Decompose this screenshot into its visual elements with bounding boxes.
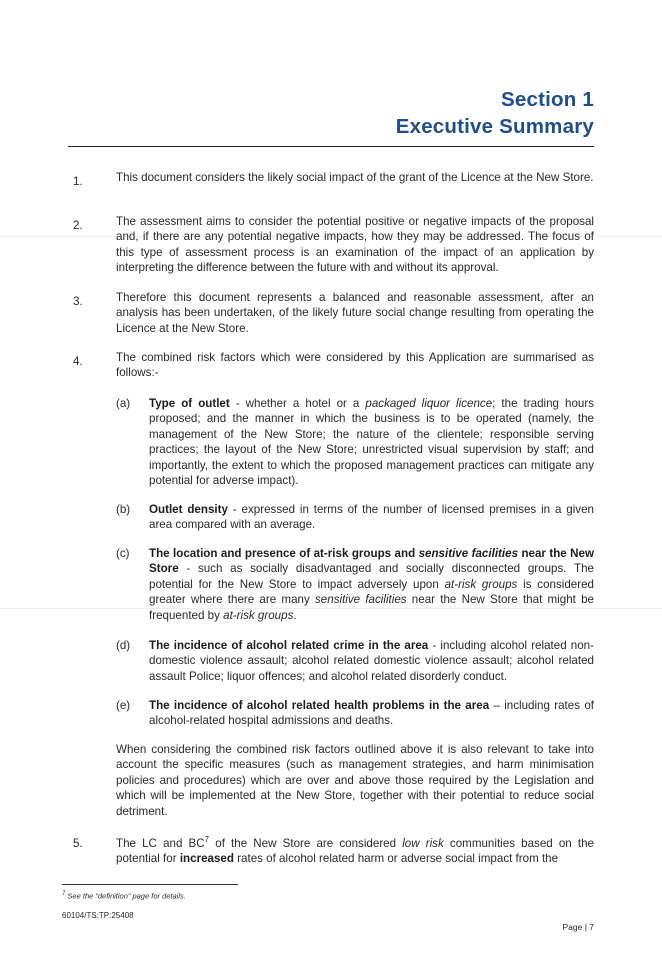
subitem-label: (b) xyxy=(116,503,131,516)
closing-paragraph: When considering the combined risk factors outlined above it is also relevant to take into account the specific measures (such as management strategies, and harm minimisation policies and procedures) which are over and above those required by the Legislation and which will be implemented at the New Store, together with their potential to reduce social detriment. xyxy=(116,743,594,818)
document-reference: 60104/TS:TP:25408 xyxy=(62,911,134,920)
section-number: Section 1 xyxy=(501,88,594,111)
item-number: 3. xyxy=(73,295,83,308)
item-number: 1. xyxy=(73,175,83,188)
footnote: $^7$ See the “definition” page for details. xyxy=(62,891,186,901)
subitem-label: (d) xyxy=(116,639,131,652)
paragraph-2: The assessment aims to consider the potential positive or negative impacts of the proposal and, if there are any potential negative impacts, how they may be addressed. The focus of this type of assessment process is an examination of the impact of an application by interpreting the difference between the future with and without its approval. xyxy=(116,215,594,275)
item-number: 5. xyxy=(73,837,83,850)
footnote-reference: 7 xyxy=(204,835,210,844)
subitem-label: (a) xyxy=(116,397,131,410)
item-number: 2. xyxy=(73,219,83,232)
subitem-label: (e) xyxy=(116,699,131,712)
paragraph-3: Therefore this document represents a balanced and reasonable assessment, after an analysis has been undertaken, of the likely future social change resulting from operating the Licence at the New Store. xyxy=(116,291,594,335)
subitem-a: Type of outlet - whether a hotel or a packaged liquor licence; the trading hours proposed; and the manner in which the business is to be operated (namely, the management of the New Store; the nature of the clientele; responsible serving practices; the layout of the New Store; unrestricted visual supervision by staff; and importantly, the extent to which the proposed management practices can mitigate any potential for adverse impact). xyxy=(149,397,595,488)
footnote-divider xyxy=(62,884,238,885)
section-heading xyxy=(396,86,594,140)
heading-divider xyxy=(68,146,594,147)
item-number: 4. xyxy=(73,355,83,368)
subitem-b: Outlet density - expressed in terms of the number of licensed premises in a given area compared with an average. xyxy=(149,503,594,532)
paragraph-4: The combined risk factors which were considered by this Application are summarised as follows:- xyxy=(116,351,594,380)
section-title: Executive Summary xyxy=(395,115,594,138)
paragraph-1: This document considers the likely social impact of the grant of the Licence at the New Store. xyxy=(116,171,594,184)
subitem-d: The incidence of alcohol related crime in the area - including alcohol related non-domestic violence assault; alcohol related domestic violence assault; alcohol related assault Police; liquor offences; and alcohol related disorderly conduct. xyxy=(149,639,594,683)
subitem-b-heading: Outlet density xyxy=(149,503,228,516)
subitem-c: The location and presence of at-risk groups and sensitive facilities near the New Store - such as socially disadvantaged and socially disconnected groups. The potential for the New Store to impact adversely upon at-risk groups is considered greater where there are many sensitive facilities near the New Store that might be frequented by at-risk groups. xyxy=(149,547,595,622)
subitem-e: The incidence of alcohol related health problems in the area – including rates of alcohol-related hospital admissions and deaths. xyxy=(149,699,594,728)
subitem-e-heading: The incidence of alcohol related health problems in the area xyxy=(149,699,490,712)
paragraph-5: The LC and $BC^7$ of the New Store are considered low risk communities based on the potential for increased rates of alcohol related harm or adverse social impact from the xyxy=(116,835,594,866)
subitem-c-heading: The location and presence of at-risk groups and xyxy=(149,547,419,560)
subitem-a-heading: Type of outlet xyxy=(149,397,230,410)
subitem-label: (c) xyxy=(116,547,130,560)
page-number: Page | 7 xyxy=(562,922,594,932)
subitem-d-heading: The incidence of alcohol related crime in the area xyxy=(149,639,429,652)
